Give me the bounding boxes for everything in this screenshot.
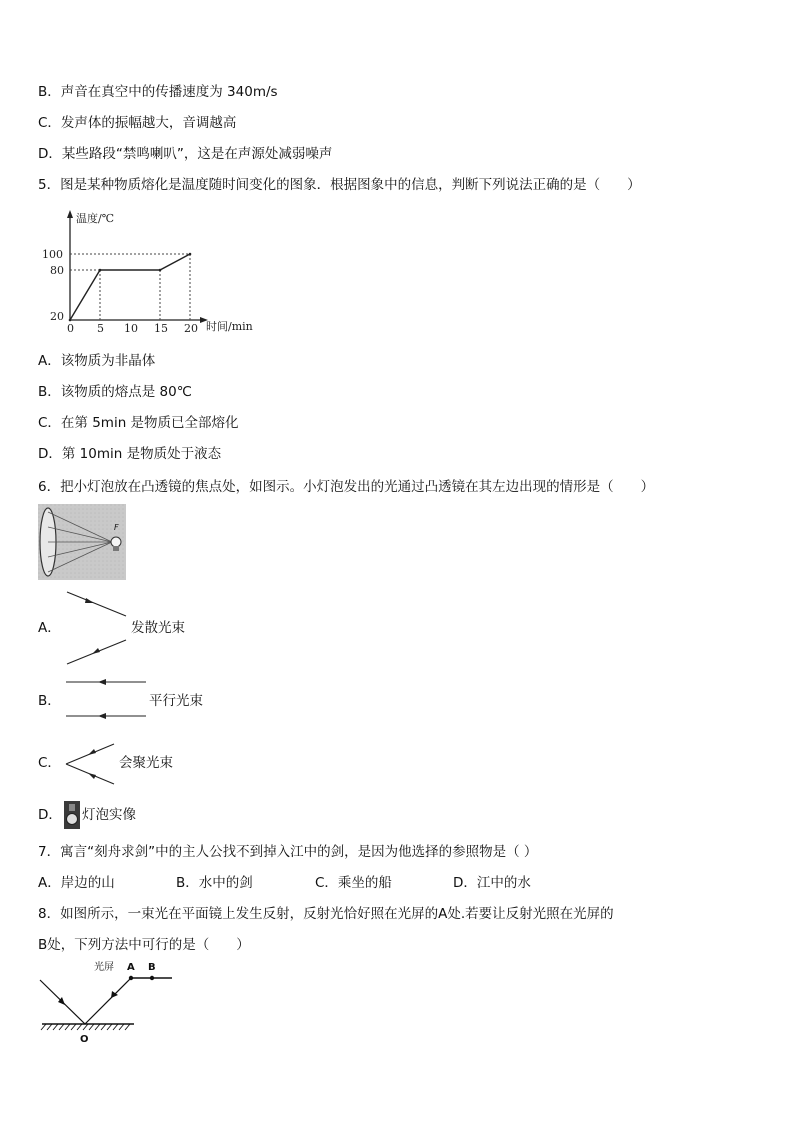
x-tick-15: 15 [154,322,168,335]
curve-point-3 [189,253,192,256]
curve-point-1 [99,269,102,272]
light-bulb-icon [111,537,121,547]
curve-point-0 [69,319,72,322]
x-tick-0: 0 [67,322,74,335]
reflected-ray [85,978,131,1024]
curve-point-2 [159,269,162,272]
point-a-label: A [127,962,135,973]
y-tick-20: 20 [50,310,64,323]
q5-option-d: D．第 10min 是物质处于液态 [38,446,222,462]
melting-temperature-chart [40,208,270,336]
q6-option-c-letter: C． [38,755,61,771]
lens-bulb-figure [38,504,126,580]
q6-option-a-label: 发散光束 [131,620,185,636]
parallel-beam-diagram [64,676,148,722]
y-axis-arrow [67,210,73,218]
focus-label: F [114,523,119,532]
point-o-label: O [80,1034,89,1045]
q6-option-b-letter: B． [38,693,61,709]
q7-option-d: D．江中的水 [453,875,531,891]
convergent-beam-diagram [64,743,120,785]
q5-option-a: A．该物质为非晶体 [38,353,156,369]
q6-option-d-label: 灯泡实像 [82,807,136,823]
q5-option-c: C．在第 5min 是物质已全部熔化 [38,415,239,431]
q8-stem-line-1: 8．如图所示，一束光在平面镜上发生反射，反射光恰好照在光屏的A处.若要让反射光照在光屏的 [38,906,614,922]
q7-option-a: A．岸边的山 [38,875,115,891]
q5-option-b: B．该物质的熔点是 80℃ [38,384,192,400]
q6-stem: 6．把小灯泡放在凸透镜的焦点处，如图示。小灯泡发出的光通过凸透镜在其左边出现的情形是（ ） [38,479,655,495]
q6-option-c-label: 会聚光束 [119,755,173,771]
x-tick-10: 10 [124,322,138,335]
q7-stem: 7．寓言“刻舟求剑”中的主人公找不到掉入江中的剑，是因为他选择的参照物是（ ） [38,844,538,860]
q4-option-b: B．声音在真空中的传播速度为 340m/s [38,84,278,100]
divergent-beam-diagram [64,590,130,666]
y-tick-100: 100 [42,248,63,261]
temperature-curve [70,254,190,320]
q6-option-a-letter: A． [38,620,61,636]
q7-option-b: B．水中的剑 [176,875,253,891]
mirror-reflection-figure [38,958,178,1048]
q4-option-c: C．发声体的振幅越大，音调越高 [38,115,237,131]
screen-label: 光屏 [94,962,114,973]
q4-option-d: D．某些路段“禁鸣喇叭”，这是在声源处减弱噪声 [38,146,333,162]
q8-stem-line-2: B处，下列方法中可行的是（ ） [38,937,250,953]
bulb-image-icon [64,801,80,829]
point-a-dot [129,976,133,980]
q6-option-d-letter: D． [38,807,62,823]
y-tick-80: 80 [50,264,64,277]
y-axis-label: 温度/℃ [76,212,115,225]
point-b-dot [150,976,154,980]
q7-option-c: C．乘坐的船 [315,875,392,891]
q5-stem: 5．图是某种物质熔化是温度随时间变化的图象．根据图象中的信息，判断下列说法正确的是（ ） [38,177,641,193]
point-b-label: B [148,962,156,973]
x-axis-label: 时间/min [206,320,253,333]
q6-option-b-label: 平行光束 [149,693,203,709]
x-tick-5: 5 [97,322,104,335]
x-tick-20: 20 [184,322,198,335]
